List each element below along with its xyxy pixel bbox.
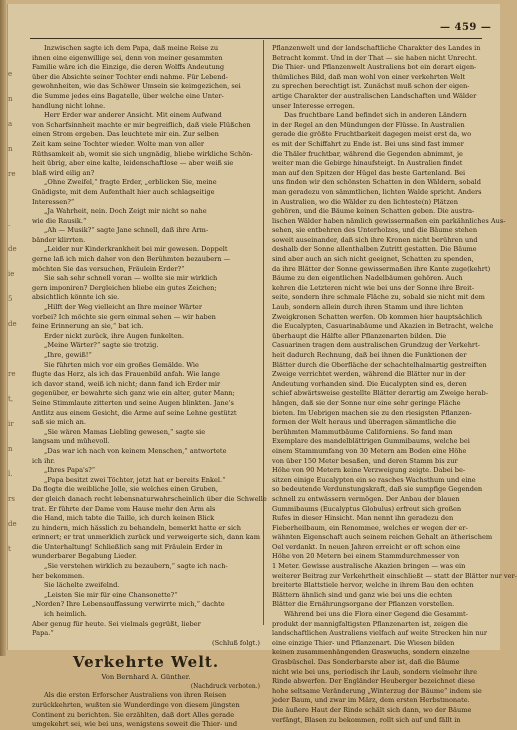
text-line: feine Erinnerung an sie,“ bat ich.	[32, 322, 144, 331]
text-line: Seine Stimmlaute zitterten und seine Augen blinkten. Jane's	[32, 398, 234, 407]
article-body	[272, 44, 517, 725]
text-line: einen Strom ergeben. Das leuchtete mir ein. Zur selben	[32, 130, 219, 139]
text-line: wähnten Eigenschaft auch seinem reichen Gehalt an ätherischem	[272, 533, 493, 542]
text-line: Exemplare des mandelblättrigen Gummibaums, welche bei	[272, 437, 470, 446]
text-line: die Eucalypten, Casuarinabäume und Akazien in Betracht, welche	[272, 322, 494, 331]
text-line: einem Stammumfang von 30 Metern am Boden eine Höhe	[272, 446, 467, 455]
header-rule	[30, 38, 482, 39]
text-line: Antlitz aus einem Gesicht, die Arme auf seine Lehne gestützt	[32, 408, 237, 417]
bleed-glyph: t,	[8, 395, 14, 403]
text-line: „Ohne Zweifel,“ fragte Erder, „erblicken Sie, meine	[44, 178, 217, 187]
text-line: Die Thier- und Pflanzenwelt Australiens bot ein derart eigen-	[272, 63, 477, 72]
text-line: Höhe von 90 Metern keine Verzweigung zeigte. Dabei be-	[272, 466, 466, 475]
article-byline: Von Bernhard A. Günther.	[101, 673, 191, 682]
bleed-glyph: de	[8, 320, 17, 328]
bleed-glyph	[8, 595, 18, 620]
text-line: eine einzige Thier- und Pflanzenart. Die Wiesen bilden	[272, 638, 455, 647]
bleed-glyph: 5	[8, 295, 13, 303]
bleed-glyph: re	[8, 170, 16, 178]
text-line: Herr Erder war anderer Ansicht. Mit einem Aufwand	[44, 111, 222, 120]
story-continuation	[32, 44, 267, 639]
text-line: landschaftlichen Australiens vielfach auf weite Strecken hin nur	[272, 629, 487, 638]
text-line: über die Absichte seiner Tochter endi nahme. Für Lebend-	[32, 72, 228, 81]
text-line: Familie wäre ich die Einzige, die deren Wolffs Andeutung	[32, 63, 225, 72]
bleed-glyph: t	[8, 545, 11, 553]
text-line: Betracht kommt. Und in der That — sie haben nicht Unrecht.	[272, 53, 478, 62]
text-line: von über 150 Meter besaßen, und deren Stamm bis zur	[272, 456, 458, 465]
text-line: es mit der Schiffahrt zu Ende ist. Bei uns sind fast immer	[272, 139, 464, 148]
text-line: absichtlich könnte ich sie.	[32, 293, 120, 302]
text-line: sind aber auch an sich nicht geeignet, Schatten zu spenden,	[272, 255, 474, 264]
text-line: „Leider nur Kinderkrankheit bei mir gewesen. Doppelt	[44, 245, 228, 254]
text-line: Rufes in dieser Hinsicht. Man nennt ihn geradezu den	[272, 514, 454, 523]
text-line: Sie führten mich vor ein großes Gemälde. Wie	[44, 360, 199, 369]
bleed-glyph: ie	[8, 270, 15, 278]
text-line: wunderbarer Begabung Lieder.	[32, 552, 137, 561]
text-line: verfängt, Blasen zu bekommen, rollt sich auf und fällt in	[272, 715, 461, 724]
text-line: Während bei uns die Flora einer Gegend die Gesammt-	[284, 610, 468, 619]
text-line: so bedeutende Verdunstungskraft, daß sie sumpfige Gegenden	[272, 485, 483, 494]
bleed-glyph: de	[8, 245, 17, 253]
text-line: Casuarinen tragen dem australischen Grundzug der Verkehrt-	[272, 341, 480, 350]
page-number: — 459 —	[440, 22, 492, 33]
right-column	[272, 44, 517, 725]
article-title: Verkehrte Welt.	[72, 653, 220, 672]
text-line: artige Charakter der australischen Landschaften und Wälder	[272, 91, 477, 100]
text-line: hängen, daß sie der Sonne nur eine sehr geringe Fläche	[272, 398, 461, 407]
text-line: Bäume zu den eigentlichen Nadelbäumen gehören. Auch	[272, 274, 463, 283]
text-line: keinen zusammenhängenden Graswuchs, sondern einzelne	[272, 648, 470, 657]
bleed-glyph: .	[8, 220, 11, 228]
text-line: breiterte Blattstiele hervor, welche in ihrem Bau den echten	[272, 581, 474, 590]
text-line: Zweige verrichtet werden, während die Blätter nur in der	[272, 370, 466, 379]
bleed-glyph: a	[8, 120, 13, 128]
text-line: kehren die Letzteren nicht wie bei uns der Sonne ihre Breit-	[272, 283, 475, 292]
scan-edge	[0, 0, 6, 656]
text-line: Gnädigste, mit dem Aufenthalt hier auch schlagseitige	[32, 187, 215, 196]
text-line: Rüthsamkeit ab, womit sie sich ungnädig, bliebe wirkliche Schön-	[32, 149, 253, 158]
text-line: Sie sah sehr schnell voran — wollte sie mir wirklich	[44, 274, 218, 283]
text-line: uns finden wir den schönsten Schatten in den Wäldern, sobald	[272, 178, 482, 187]
text-line: gerne laß ich mich daher von den Berühmten bezaubern —	[32, 255, 231, 264]
text-line: deshalb der Sonne allenthalben Zutritt gestatten. Die Bäume	[272, 245, 477, 254]
bleed-glyph	[8, 570, 18, 595]
text-line: „Meine Wärter?“ sagte sie trotzig.	[44, 341, 159, 350]
text-line: soweit auseinander, daß sich ihre Kronen nicht berühren und	[272, 235, 478, 244]
text-line: wie die Rausik.“	[32, 216, 87, 225]
text-line: zu sprechen berechtigt ist. Zunächst muß schon der eigen-	[272, 82, 470, 91]
text-line: 1 Meter. Gewisse australische Akazien bringen — was ein	[272, 562, 466, 571]
text-line: Die äußere Haut der Rinde schält sich dann, wo der Bäume	[272, 705, 472, 714]
reprint-note: (Nachdruck verboten.)	[190, 683, 260, 691]
text-line: „Papa besitzt zwei Töchter, jetzt hat er bereits Enkel.“	[44, 475, 226, 484]
text-line: vorbei? Ich möchte sie gern einmal sehen — wir haben	[32, 312, 216, 321]
text-line: lischen Wälder haben nämlich gewissermaßen ein parkähnliches Aus-	[272, 216, 506, 225]
bleed-glyph: l.	[8, 470, 13, 478]
text-line: schief abwärtsweise gestellte Blätter derartig am Zweige herab-	[272, 389, 488, 398]
text-line: Zweigkronen Schatten werfen. Ob kommen hier hauptsächlich	[272, 312, 483, 321]
text-line: man geradezu von sämmtlichen, lichten Walde spricht. Anders	[272, 187, 482, 196]
text-line: trat. Er führte der Dame vom Hause mehr den Arm als	[32, 504, 216, 513]
text-line: hohe seltsame Veränderung „Winterzug der Bäume“ indem sie	[272, 686, 482, 695]
text-line: Als die ersten Erforscher Australiens von ihren Reisen	[44, 691, 227, 700]
text-line: zu hindern, mich hässlich zu behandeln, bemerkt hatte er sich	[32, 523, 241, 532]
text-line: „Das war ich nach von keinem Menschen,“ antwortete	[44, 446, 227, 455]
text-line: „Sie wären Mamas Liebling gewesen,“ sagte sie	[44, 427, 206, 436]
text-line: „Ihre, gewiß!“	[44, 351, 92, 359]
text-line: schnell zu entwässern vermögen. Der Anbau der blauen	[272, 494, 460, 503]
text-line: blaß wird eilig an?	[32, 168, 95, 177]
text-line: Sie lächelte zweifelnd.	[44, 581, 120, 590]
text-line: Rinde abwerfen. Der Engländer Heuberger bezeichnet diese	[272, 677, 476, 686]
text-line: Interessen?“	[32, 197, 75, 206]
text-line: „Sie verstehen wirklich zu bezaubern,“ sagte ich nach-	[44, 562, 228, 571]
text-line: Andeutung vorhanden sind. Die Eucalypten sind es, deren	[272, 379, 467, 388]
bleed-glyph: n	[8, 445, 13, 453]
text-line: weiterer Beitrag zur Verkehrtheit einschließt — statt der Blätter nur ver-	[272, 571, 517, 580]
bleed-glyph	[8, 195, 18, 220]
text-line: Blättern ähnlich sind und ganz wie bei uns die echten	[272, 590, 453, 599]
bleed-glyph: n	[8, 145, 13, 153]
text-line: Aber genug für heute. Sei vielmals gegrüßt, lieber	[32, 619, 201, 628]
bleed-glyph: e	[8, 70, 13, 78]
text-line: seite, sondern ihre schmale Fläche zu, sobald sie nicht mit dem	[272, 293, 485, 302]
text-line: jeder Baum, und zwar im März, dem ersten Herbstmonate.	[272, 696, 470, 705]
text-line: produkt der mannigfaltigsten Pflanzenarten ist, zeigen die	[272, 619, 468, 628]
left-column	[32, 44, 267, 730]
text-line: Inzwischen sagte ich dem Papa, daß meine Reise zu	[44, 44, 219, 52]
column-rule	[263, 40, 264, 625]
text-line: „Norden? Ihre Lebensauffassung verwirrte mich,“ dachte	[32, 600, 225, 609]
text-line: „Leisten Sie mir für eine Chansonette?“	[44, 590, 178, 599]
text-line: gern imponiren? Dergleichen bliebe ein gutes Zeichen;	[32, 283, 217, 292]
text-line: in der Regel an den Mündungen der Flüsse. In Australien	[272, 120, 465, 129]
text-line: Laub, sondern allein durch ihren Stamm und ihre lichten	[272, 303, 464, 312]
text-line: Grasbüschel. Das Sonderbarste aber ist, daß die Bäume	[272, 658, 460, 666]
text-line: nicht wie bei uns, periodisch ihr Laub, sondern vielmehr ihre	[272, 667, 477, 676]
text-line: Das fruchtbare Land befindet sich in anderen Ländern	[284, 111, 467, 120]
text-line: „Hilft der Weg vielleicht an Ihre meiner Wärter	[44, 303, 202, 312]
text-line: formen der Welt heraus und überragen sämmtliche die	[272, 418, 457, 427]
text-line: der gleich danach recht lebensnaturwahrscheinlich über die Schwelle	[32, 494, 267, 503]
text-line: bieten. Im Uebrigen machen sie zu den riesigsten Pflanzen-	[272, 408, 472, 417]
text-line: heit übrig, aber eine kalte, leidenschaftlose — aber weiß sie	[32, 159, 234, 168]
text-line: gerade die größte Fruchtbarkeit dagegen meist erst da, wo	[272, 130, 472, 139]
article-intro	[32, 691, 260, 729]
text-line: von Scharfsinnheit machte er mir begreiflich, daß viele Flüßchen	[32, 120, 251, 129]
text-line: sitzen einige Eucalypten ein so rasches Wachsthum und eine	[272, 475, 476, 484]
text-line: Zeit kam seine Tochter wieder. Wolte man von aller	[32, 139, 205, 148]
to-be-continued-note: (Schluß folgt.)	[212, 638, 260, 647]
text-line: sehen, sie entbehren des Unterholzes, und die Bäume stehen	[272, 226, 478, 235]
bleed-glyph: ir	[8, 420, 14, 428]
text-line: die Summe jedes eins Bagatelle, über welche eine Unter-	[32, 91, 224, 100]
text-line: Pflanzenwelt und der landschaftliche Charakter des Landes in	[272, 44, 481, 52]
text-line: zurückkehrten, wußten sie Wunderdinge von diesem jüngsten	[32, 701, 240, 709]
text-line: Oel verdankt. In neuen Jahren erreicht er oft schon eine	[272, 542, 461, 551]
text-line: da ihre Blätter der Sonne gewissermaßen ihre Kante zuge(kehrt)	[272, 264, 491, 273]
text-line: die Hand, mich tabte die Taille, ich durch keinen Blick	[32, 514, 215, 523]
text-line: „Ja Wahrheit, nein. Doch Zeigt mir nicht so nahe	[44, 207, 207, 216]
text-line: Continent zu berichten. Sie erzählten, daß dort Alles gerade	[32, 710, 235, 719]
text-line: „Ah — Musik?“ sagte Jane schnell, daß ihre Arm-	[44, 226, 209, 235]
text-line: gegenüber, er bewahrte sich ganz wie ein alter, guter Mann;	[32, 389, 235, 398]
text-line: Höhe von 20 Metern bei einem Stammdurchmesser von	[272, 552, 460, 561]
text-line: ihnen eine eigenwillige sei, denn von meiner gesammten	[32, 53, 223, 62]
text-line: man auf den Spitzen der Hügel das beste Gartenland. Bei	[272, 168, 466, 177]
text-line: ich ihr.	[32, 456, 56, 465]
text-line: heit dadurch Rechnung, daß bei ihnen die Funktionen der	[272, 351, 467, 359]
bleed-glyph: rs	[8, 495, 15, 503]
text-line: Erder nickt zurück, ihre Augen funkelten.	[44, 331, 184, 340]
text-line: berühmten Mammutbäume Californiens. So fand man	[272, 427, 453, 436]
text-line: gewohnheiten, wie das Schöwer Umsein sie keimgezichen, sei	[32, 82, 241, 91]
text-line: erinnert; er trat unmerklich zurück und verweigerte sich, dann kam	[32, 533, 260, 542]
text-line: die Thäler fruchtbar, während die Gegenden abnimmt, je	[272, 149, 463, 158]
text-line: ich davor stand, weiß ich nicht; dann fand ich Erder mir	[32, 379, 221, 388]
text-line: Gummibaums (Eucalyptus Globulus) erfreut sich großen	[272, 504, 462, 513]
bleed-glyph: re	[8, 370, 16, 378]
text-line: möchten Sie das versuchen, Fräulein Erder?“	[32, 264, 185, 273]
text-line: überhaupt die Hälfte aller Pflanzenarten bilden. Die	[272, 331, 447, 340]
bleed-glyph: n	[8, 95, 13, 103]
text-line: ich heimlich.	[44, 610, 87, 619]
bleed-margin	[8, 70, 18, 630]
text-line: handlung nicht lohne.	[32, 101, 106, 110]
text-line: gehören, und die Bäume keinen Schatten geben. Die austra-	[272, 207, 475, 216]
text-line: „Ihres Papa's?“	[44, 466, 96, 475]
text-line: flugte das Herz, als ich das Frauenbild anfah. Wie lange	[32, 370, 220, 379]
text-line: die Unterhaltung! Schließlich sang mit Fräulein Erder in	[32, 542, 223, 551]
text-line: langsam und mühevoll.	[32, 437, 110, 446]
text-line: bänder klirrten.	[32, 235, 86, 244]
text-line: Papa.“	[32, 629, 54, 638]
text-line: Blätter die Ernährungsorgane der Pflanzen vorstellen.	[272, 600, 455, 609]
text-line: Da flogte die weibliche Jolle, sie welches einen Gruben,	[32, 485, 218, 494]
text-line: Fieberheilbaum, ein Renommee, welches er wegen der er-	[272, 523, 468, 532]
text-line: her bekommen.	[32, 571, 85, 580]
text-line: Blätter durch die Oberfläche der schachtelhalmartig gestreiften	[272, 360, 487, 369]
text-line: weiter man die Gebirge hinaufsteigt. In Australien findet	[272, 159, 463, 168]
bleed-glyph	[8, 345, 18, 370]
text-line: in Australien, wo die Wälder zu den lichteste(n) Plätzen	[272, 197, 458, 206]
text-line: umgekehrt sei, wie bei uns, wenigstens soweit die Thier- und	[32, 720, 238, 729]
bleed-glyph: de	[8, 520, 17, 528]
text-line: saß sie mich an.	[32, 418, 86, 427]
text-line: unser Interesse erregen.	[272, 101, 355, 110]
text-line: thümliches Bild, daß man wohl von einer verkehrten Welt	[272, 72, 465, 81]
